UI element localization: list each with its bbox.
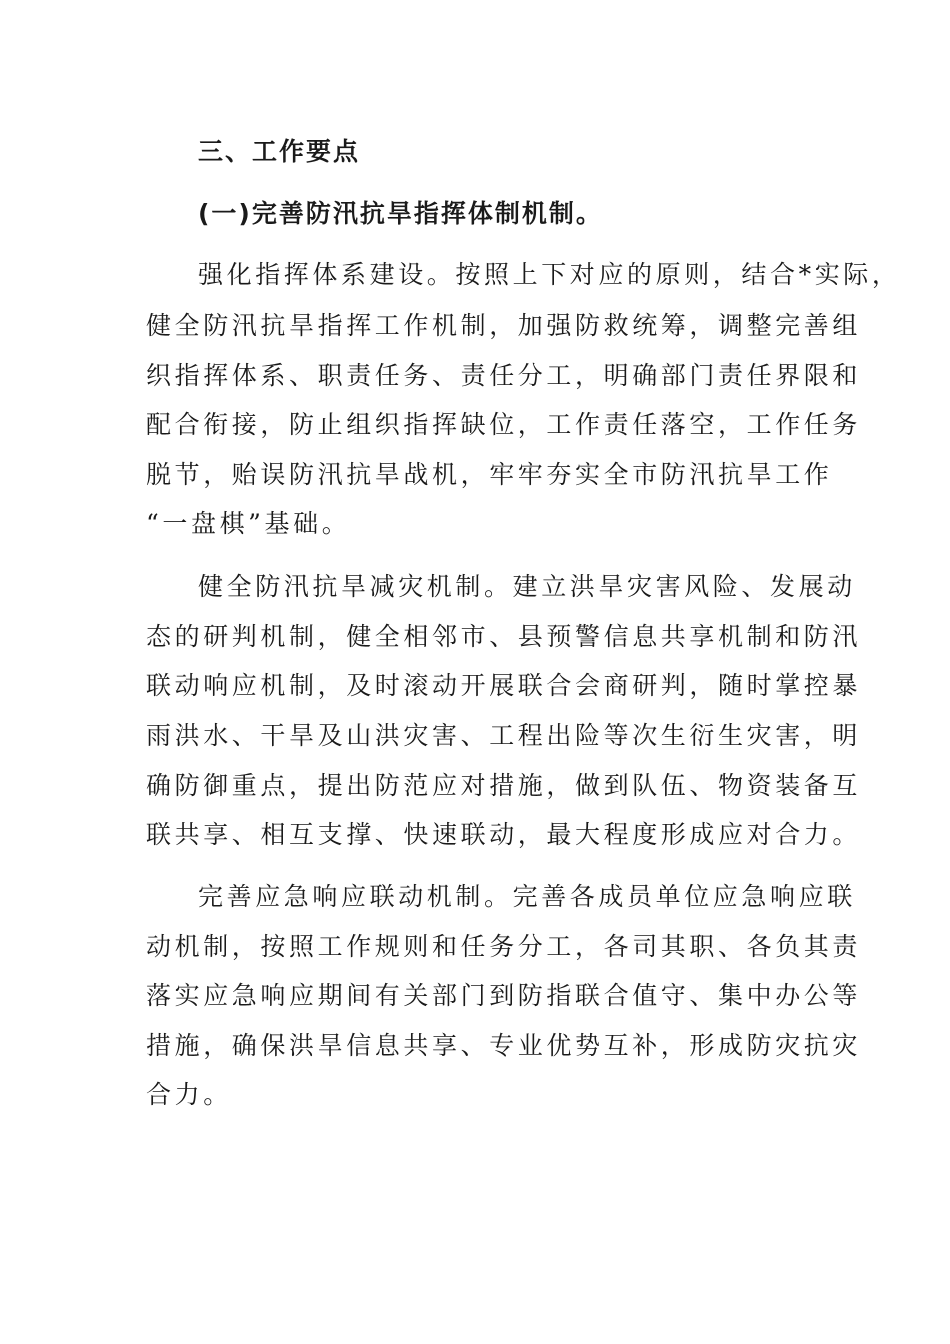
- section-heading: 三、工作要点: [198, 137, 361, 166]
- paragraph-3-line-1: 完善应急响应联动机制。完善各成员单位应急响应联: [198, 882, 856, 911]
- paragraph-2-line-2: 态的研判机制，健全相邻市、县预警信息共享机制和防汛: [146, 622, 862, 651]
- paragraph-3-line-2: 动机制，按照工作规则和任务分工，各司其职、各负其责: [146, 932, 862, 961]
- paragraph-2-line-1: 健全防汛抗旱减灾机制。建立洪旱灾害风险、发展动: [198, 572, 856, 601]
- paragraph-2-line-3: 联动响应机制，及时滚动开展联合会商研判，随时掌控暴: [146, 671, 862, 700]
- paragraph-1-line-1: 强化指挥体系建设。按照上下对应的原则，结合*实际，: [198, 260, 901, 289]
- paragraph-3-line-3: 落实应急响应期间有关部门到防指联合值守、集中办公等: [146, 981, 862, 1010]
- paragraph-2-line-5: 确防御重点，提出防范应对措施，做到队伍、物资装备互: [146, 771, 862, 800]
- subheading: (一)完善防汛抗旱指挥体制机制。: [198, 199, 603, 228]
- paragraph-3-line-5: 合力。: [146, 1080, 232, 1109]
- paragraph-1-line-5: 脱节，贻误防汛抗旱战机，牢牢夯实全市防汛抗旱工作: [146, 460, 833, 489]
- paragraph-2-line-6: 联共享、相互支撑、快速联动，最大程度形成应对合力。: [146, 820, 862, 849]
- paragraph-1-line-4: 配合衔接，防止组织指挥缺位，工作责任落空，工作任务: [146, 410, 862, 439]
- paragraph-2-line-4: 雨洪水、干旱及山洪灾害、工程出险等次生衍生灾害，明: [146, 721, 862, 750]
- paragraph-1-line-3: 织指挥体系、职责任务、责任分工，明确部门责任界限和: [146, 361, 862, 390]
- paragraph-3-line-4: 措施，确保洪旱信息共享、专业优势互补，形成防灾抗灾: [146, 1031, 862, 1060]
- paragraph-1-line-2: 健全防汛抗旱指挥工作机制，加强防救统筹，调整完善组: [146, 311, 862, 340]
- paragraph-1-line-6: “一盘棋”基础。: [146, 509, 351, 538]
